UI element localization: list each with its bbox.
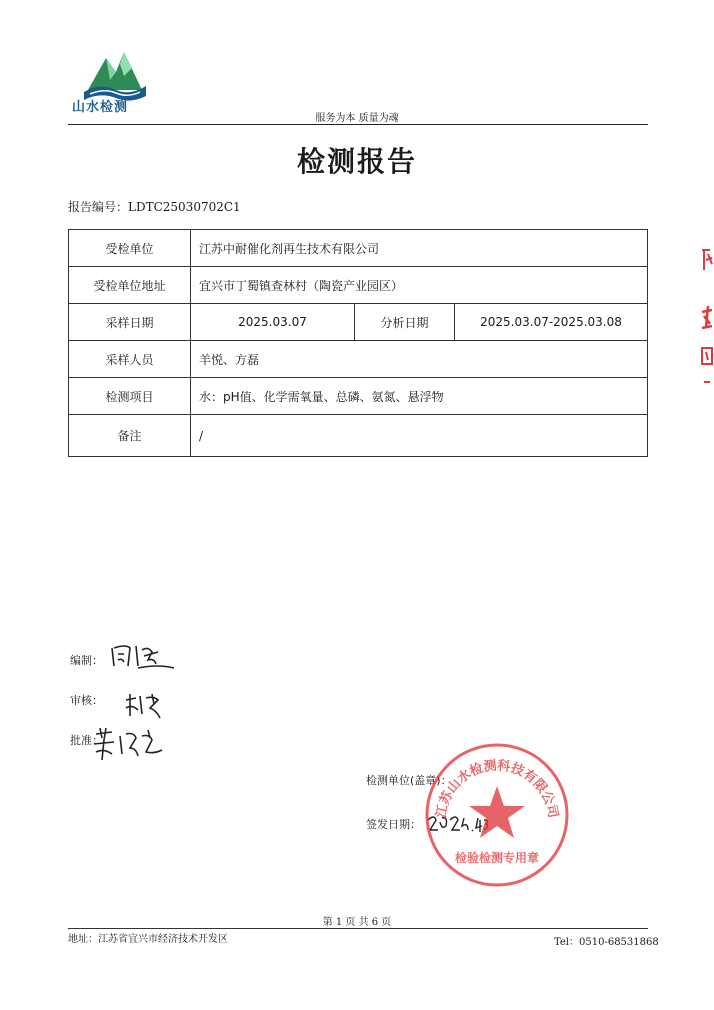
remarks-label: 备注: [69, 415, 191, 457]
footer-divider: [68, 928, 648, 929]
compiler-label: 编制：: [70, 654, 103, 667]
table-row: [69, 267, 648, 304]
client-value: 江苏中耐催化剂再生技术有限公司: [191, 230, 648, 267]
sampler-label: 采样人员: [69, 341, 191, 378]
table-row: [69, 341, 648, 378]
reviewer-signature: [122, 690, 166, 722]
stamp-ring-text: 江苏山水检测科技有限公司: [433, 758, 561, 820]
header-slogan: 服务为本 质量为魂: [315, 113, 399, 124]
report-number: 报告编号：LDTC25030702C1: [68, 200, 241, 214]
client-address-value: 宜兴市丁蜀镇查林村（陶瓷产业园区）: [191, 267, 648, 304]
reviewer-label: 审核：: [70, 694, 103, 707]
header-divider: [68, 124, 648, 125]
logo-text: 山水检测: [72, 100, 129, 115]
test-items-value: 水：pH值、化学需氧量、总磷、氨氮、悬浮物: [191, 378, 648, 415]
issue-date-label: 签发日期：: [366, 818, 421, 831]
table-row: [69, 378, 648, 415]
sampling-date-label: 采样日期: [69, 304, 191, 341]
official-seal-stamp: [422, 740, 572, 890]
approver-signature: [92, 724, 168, 764]
remarks-value: /: [191, 415, 648, 457]
footer-address: 地址：江苏省宜兴市经济技术开发区: [68, 934, 228, 945]
sampler-value: 羊悦、方磊: [191, 341, 648, 378]
client-label: 受检单位: [69, 230, 191, 267]
compiler-signature: [108, 640, 178, 672]
test-items-label: 检测项目: [69, 378, 191, 415]
testing-unit-label: 检测单位(盖章)：: [366, 774, 452, 787]
analysis-date-label: 分析日期: [355, 304, 455, 341]
approver-label: 批准：: [70, 734, 103, 747]
sampling-date-value: 2025.03.07: [191, 304, 355, 341]
table-row: [69, 415, 648, 457]
seam-seal-fragment: [698, 244, 714, 394]
table-row: [69, 230, 648, 267]
page-title: 检测报告: [296, 145, 417, 178]
table-row: [69, 304, 648, 341]
footer-telephone: Tel：0510-68531868: [554, 937, 659, 948]
stamp-inner-text: 检验检测专用章: [454, 851, 540, 865]
client-address-label: 受检单位地址: [69, 267, 191, 304]
page-number: 第 1 页 共 6 页: [322, 917, 392, 928]
analysis-date-value: 2025.03.07-2025.03.08: [455, 304, 648, 341]
report-info-table: [68, 229, 648, 457]
